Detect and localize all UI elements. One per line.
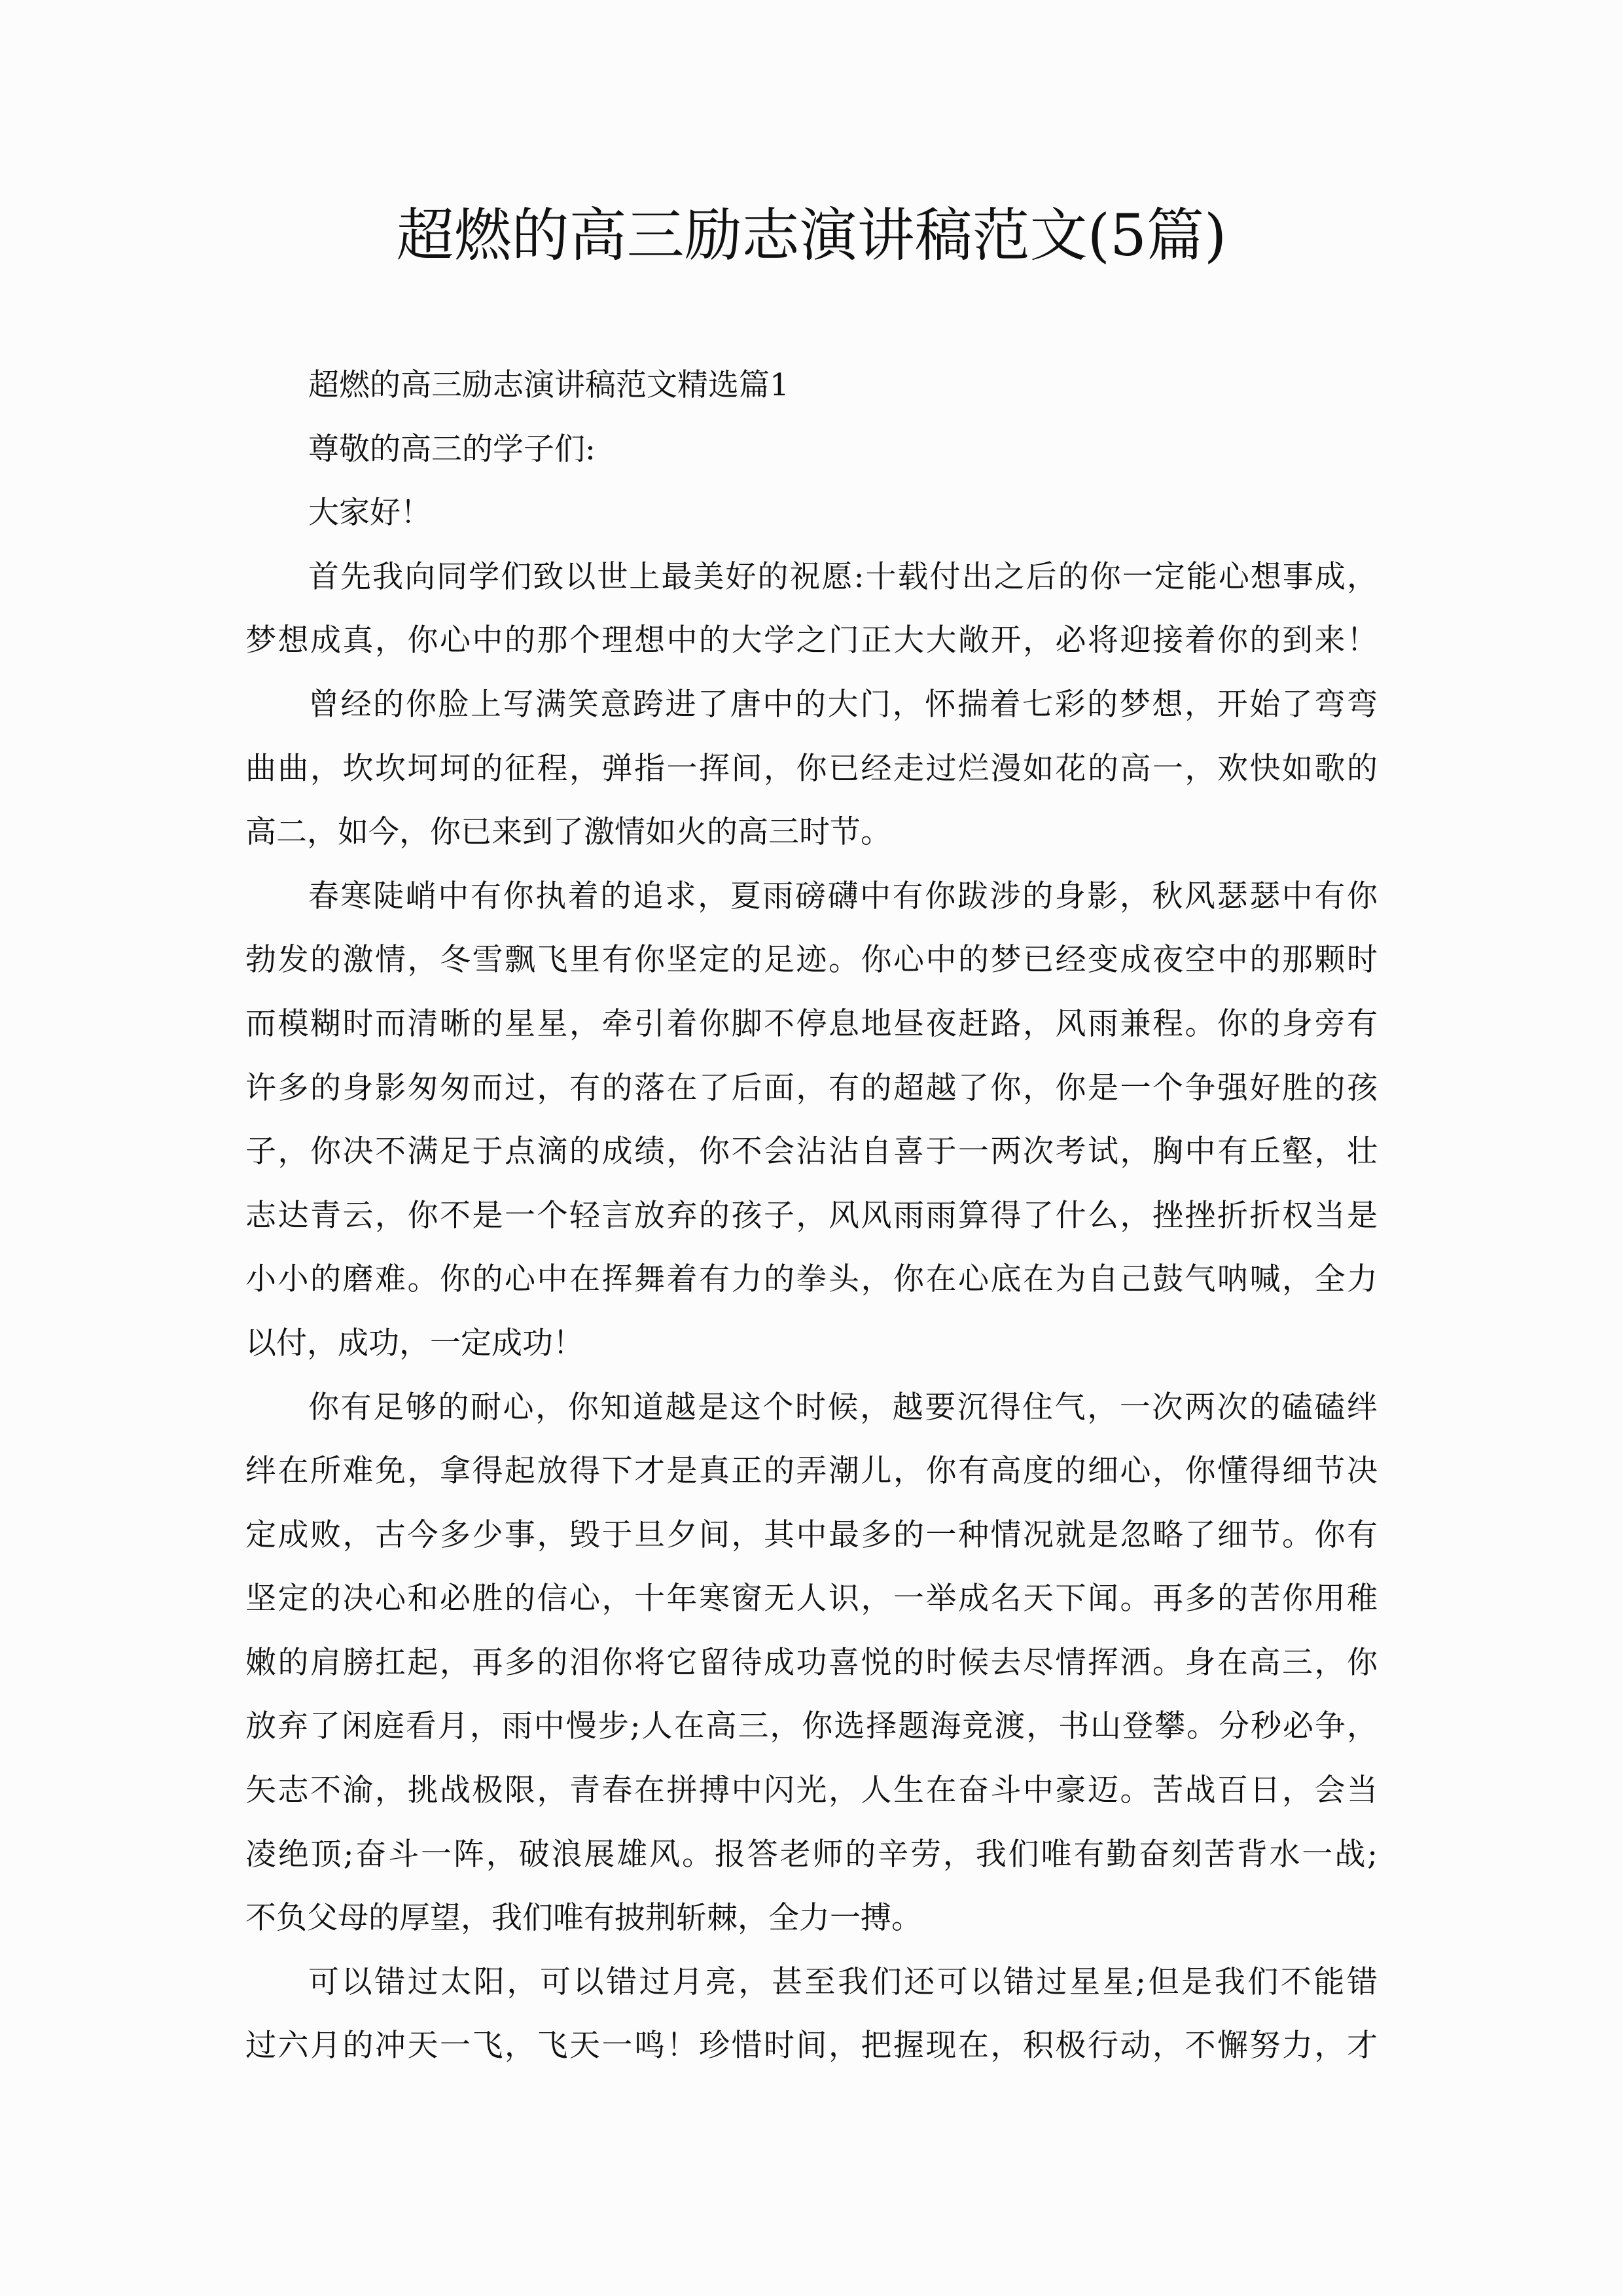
paragraph-first-line: 曾经的你脸上写满笑意跨进了唐中的大门，怀揣着七彩的梦想，开始了弯弯 xyxy=(308,686,1378,723)
paragraph-first-line: 可以错过太阳，可以错过月亮，甚至我们还可以错过星星;但是我们不能错 xyxy=(308,1964,1378,2000)
paragraph-first-line: 超燃的高三励志演讲稿范文精选篇1 xyxy=(308,367,789,403)
paragraph-first-line: 春寒陡峭中有你执着的追求，夏雨磅礴中有你跋涉的身影，秋风瑟瑟中有你 xyxy=(308,878,1378,914)
paragraph-line: 曲曲，坎坎坷坷的征程，弹指一挥间，你已经走过烂漫如花的高一，欢快如歌的 xyxy=(245,750,1378,787)
paragraph-line: 梦想成真，你心中的那个理想中的大学之门正大大敞开，必将迎接着你的到来！ xyxy=(245,622,1378,659)
paragraph-line: 不负父母的厚望，我们唯有披荆斩棘，全力一搏。 xyxy=(245,1900,922,1937)
document-title: 超燃的高三励志演讲稿范文(5篇) xyxy=(396,202,1227,269)
paragraph-line: 子，你决不满足于点滴的成绩，你不会沾沾自喜于一两次考试，胸中有丘壑，壮 xyxy=(245,1134,1378,1170)
paragraph-line: 嫩的肩膀扛起，再多的泪你将它留待成功喜悦的时候去尽情挥洒。身在高三，你 xyxy=(245,1644,1378,1681)
paragraph-line: 许多的身影匆匆而过，有的落在了后面，有的超越了你，你是一个争强好胜的孩 xyxy=(245,1069,1378,1106)
paragraph-line: 勃发的激情，冬雪飘飞里有你坚定的足迹。你心中的梦已经变成夜空中的那颗时 xyxy=(245,942,1378,978)
paragraph-line: 高二，如今，你已来到了激情如火的高三时节。 xyxy=(245,814,891,851)
paragraph-line: 定成败，古今多少事，毁于旦夕间，其中最多的一种情况就是忽略了细节。你有 xyxy=(245,1516,1378,1553)
paragraph-line: 志达青云，你不是一个轻言放弃的孩子，风风雨雨算得了什么，挫挫折折权当是 xyxy=(245,1197,1378,1234)
paragraph-line: 矢志不渝，挑战极限，青春在拼搏中闪光，人生在奋斗中豪迈。苦战百日，会当 xyxy=(245,1772,1378,1809)
paragraph-line: 过六月的冲天一飞，飞天一鸣！珍惜时间，把握现在，积极行动，不懈努力，才 xyxy=(245,2028,1378,2064)
paragraph-line: 坚定的决心和必胜的信心，十年寒窗无人识，一举成名天下闻。再多的苦你用稚 xyxy=(245,1581,1378,1617)
paragraph-line: 放弃了闲庭看月，雨中慢步;人在高三，你选择题海竞渡，书山登攀。分秒必争， xyxy=(245,1708,1378,1745)
paragraph-first-line: 首先我向同学们致以世上最美好的祝愿:十载付出之后的你一定能心想事成， xyxy=(308,558,1378,595)
paragraph-first-line: 你有足够的耐心，你知道越是这个时候，越要沉得住气，一次两次的磕磕绊 xyxy=(308,1389,1378,1426)
paragraph-first-line: 大家好！ xyxy=(308,495,431,531)
document-body xyxy=(245,353,1378,2078)
paragraph-line: 以付，成功，一定成功！ xyxy=(245,1325,584,1361)
paragraph-line: 小小的磨难。你的心中在挥舞着有力的拳头，你在心底在为自己鼓气呐喊，全力 xyxy=(245,1261,1378,1298)
paragraph-first-line: 尊敬的高三的学子们: xyxy=(308,431,596,467)
paragraph-line: 凌绝顶;奋斗一阵，破浪展雄风。报答老师的辛劳，我们唯有勤奋刻苦背水一战; xyxy=(245,1836,1378,1873)
paragraph-line: 绊在所难免，拿得起放得下才是真正的弄潮儿，你有高度的细心，你懂得细节决 xyxy=(245,1453,1378,1490)
paragraph-line: 而模糊时而清晰的星星，牵引着你脚不停息地昼夜赶路，风雨兼程。你的身旁有 xyxy=(245,1005,1378,1042)
